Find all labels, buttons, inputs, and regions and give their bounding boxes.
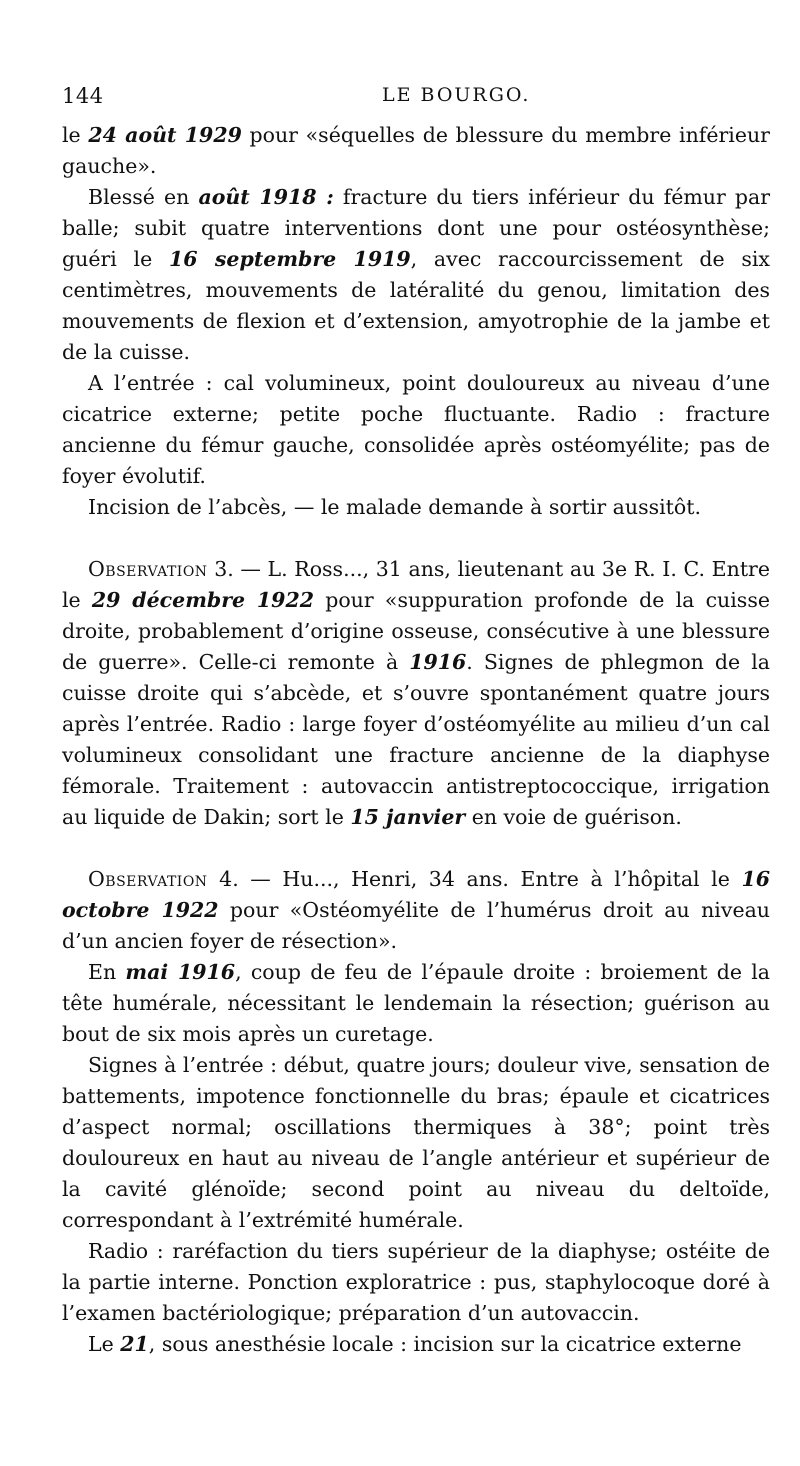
observation-label: Observation — [88, 557, 208, 581]
text-run: le — [62, 123, 89, 147]
text-run: , avec raccourcissement de six centimètres, mouvements de latéralité du genou, limitation des mouvements de flexion et d’extension, amyotrophie de la jambe et de la cuisse. — [62, 247, 770, 364]
text-run: Radio : raréfaction du tiers supérieur de la diaphyse; ostéite de la partie interne. Ponction exploratrice : pus, staphylocoque doré à l’examen bactériologique; préparation d’un autovaccin. — [62, 1239, 770, 1325]
date-text: 15 janvier — [350, 805, 466, 829]
paragraph-wound-history — [62, 182, 770, 368]
body-text — [62, 120, 770, 1360]
text-run: , coup de feu de l’épaule droite : broiement de la tête humérale, nécessitant le lendemain la résection; guérison au bout de six mois après un curetage. — [62, 960, 770, 1046]
paragraph-admission-signs — [62, 1050, 770, 1236]
text-run: Le — [88, 1332, 121, 1356]
text-run: en voie de guérison. — [465, 805, 682, 829]
date-text: 24 août 1929 — [88, 123, 242, 147]
paragraph-admission-findings — [62, 368, 770, 492]
text-run: pour «Ostéomyélite de l’humérus droit au niveau d’un ancien foyer de résection». — [62, 898, 770, 953]
page-number: 144 — [62, 84, 104, 108]
paragraph-radio — [62, 1236, 770, 1329]
observation-label: Observation — [88, 867, 208, 891]
date-text: 16 octobre 1922 — [62, 867, 770, 922]
text-run: fracture du tiers inférieur du fémur par balle; subit quatre interventions dont une pour ostéosynthèse; guéri le — [62, 185, 771, 271]
observation-3 — [62, 554, 770, 833]
text-run: En — [88, 960, 126, 984]
text-run: Blessé en — [88, 185, 199, 209]
text-run: . Signes de phlegmon de la cuisse droite qui s’abcède, et s’ouvre spontanément quatre jours après l’entrée. Radio : large foyer d’ostéomyélite au milieu d’un cal volumineux consolidant une fracture ancienne de la diaphyse fémorale. Traitement : autovaccin antistreptococcique, irrigation au liquide de Dakin; sort le — [62, 650, 770, 829]
text-run: Incision de l’abcès, — le malade demande à sortir aussitôt. — [88, 495, 702, 519]
running-title: LE BOURGO. — [382, 84, 531, 106]
text-run: pour «séquelles de blessure du membre inférieur gauche». — [62, 123, 770, 178]
text-run: 3. — L. Ross..., 31 ans, lieutenant au 3e R. I. C. Entre le — [62, 557, 770, 612]
date-text: août 1918 : — [198, 185, 334, 209]
text-run: pour «suppuration profonde de la cuisse droite, probablement d’origine osseuse, consécutive à une blessure de guerre». Celle-ci remonte à — [62, 588, 770, 674]
page-header — [62, 84, 762, 114]
paragraph-gunshot-history — [62, 957, 770, 1050]
text-run: 4. — Hu..., Henri, 34 ans. Entre à l’hôpital le — [207, 867, 742, 891]
text-run: , sous anesthésie locale : incision sur la cicatrice externe — [148, 1332, 742, 1356]
observation-4 — [62, 864, 770, 957]
paragraph-incision — [62, 492, 770, 523]
date-text: 1916 — [409, 650, 467, 674]
date-text: mai 1916 — [125, 960, 236, 984]
date-text: 21 — [120, 1332, 149, 1356]
date-text: 16 septembre 1919 — [169, 247, 411, 271]
paragraph-sequelae — [62, 120, 770, 182]
text-run: A l’entrée : cal volumineux, point douloureux au niveau d’une cicatrice externe; petite poche fluctuante. Radio : fracture ancienne du fémur gauche, consolidée après ostéomyélite; pas de foyer évolutif. — [62, 371, 770, 488]
paragraph-operation — [62, 1329, 770, 1360]
text-run: Signes à l’entrée : début, quatre jours; douleur vive, sensation de battements, impotence fonctionnelle du bras; épaule et cicatrices d’aspect normal; oscillations thermiques à 38°; point très douloureux en haut au niveau de l’angle antérieur et supérieur de la cavité glénoïde; second point au niveau du deltoïde, correspondant à l’extrémité humérale. — [62, 1053, 770, 1232]
date-text: 29 décembre 1922 — [91, 588, 314, 612]
